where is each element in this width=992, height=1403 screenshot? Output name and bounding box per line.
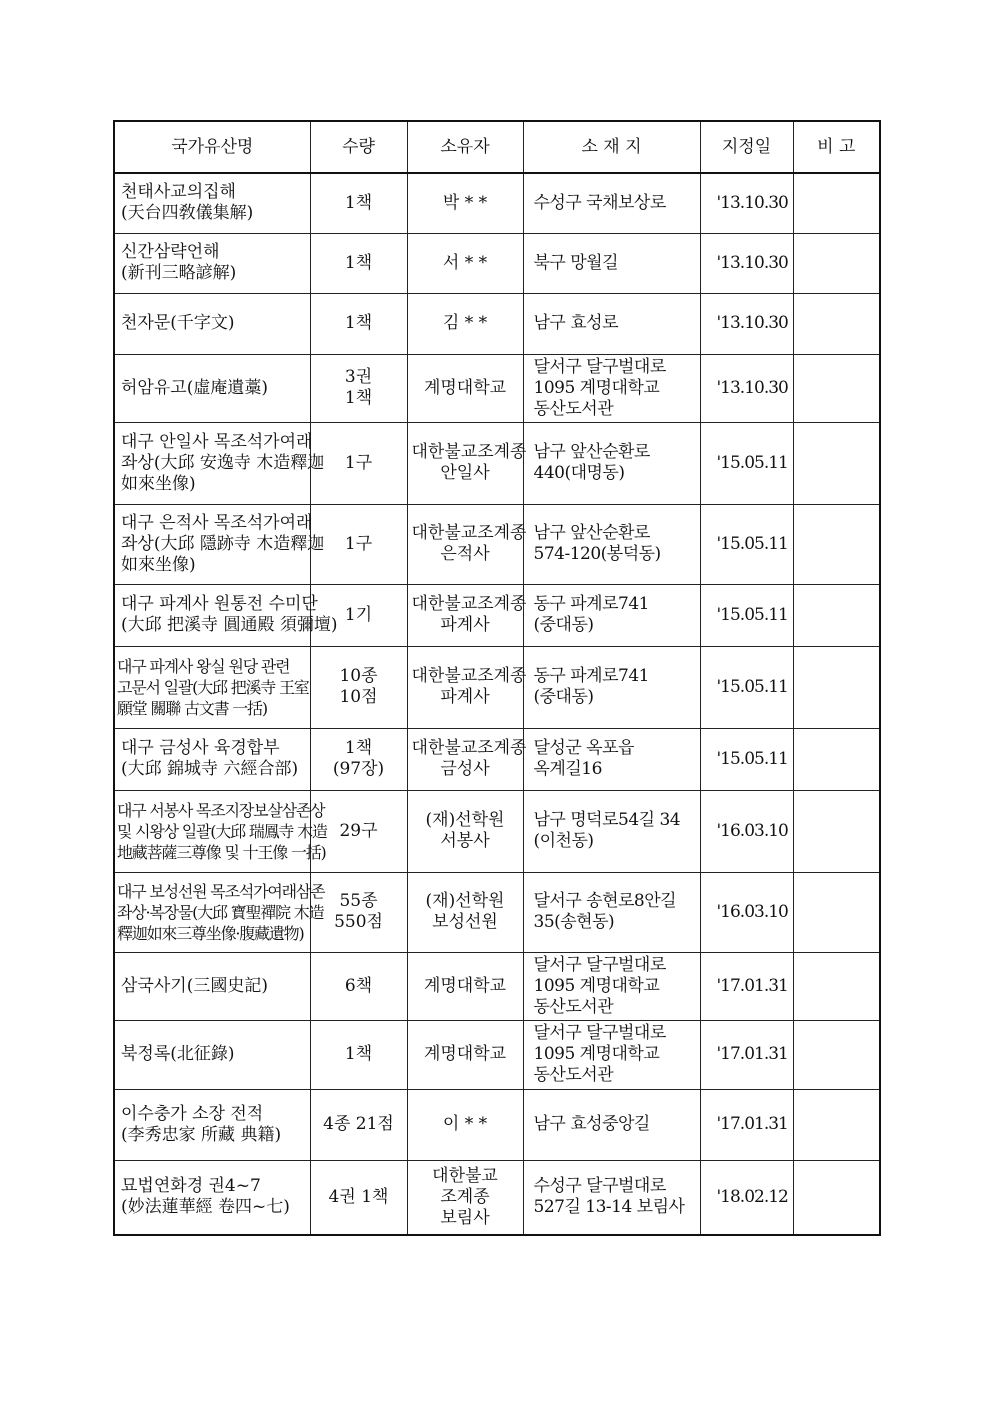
cell-quantity-line: 29구 (339, 820, 378, 841)
cell-location-line: 1095 계명대학교 (533, 1044, 660, 1064)
cell-heritage-name-line: (妙法蓮華經 卷四~七) (121, 1197, 290, 1218)
cell-heritage-name-line: 대구 금성사 육경합부 (121, 738, 280, 758)
cell-location-line: 남구 효성중앙길 (533, 1114, 650, 1134)
cell-heritage-name-line: 대구 파계사 원통전 수미단 (121, 594, 318, 614)
cell-owner (407, 1020, 523, 1089)
cell-heritage-name-line: 삼국사기(三國史記) (121, 975, 268, 996)
cell-heritage-name (114, 354, 310, 422)
cell-heritage-name-line: 釋迦如來三尊坐像·腹藏遺物) (117, 923, 304, 943)
cell-quantity-line: 1기 (344, 604, 373, 625)
cell-quantity-line: (97장) (332, 759, 385, 779)
cell-heritage-name-line: (新刊三略諺解) (121, 263, 237, 283)
cell-location-line: 달성군 옥포읍 (533, 738, 634, 758)
cell-quantity (310, 1160, 407, 1235)
cell-location-line: 남구 앞산순환로 (533, 523, 650, 543)
cell-note (793, 422, 880, 504)
cell-note (793, 233, 880, 293)
cell-quantity (310, 952, 407, 1020)
cell-heritage-name-line: (大邱 把溪寺 圓通殿 須彌壇) (121, 615, 338, 635)
cell-heritage-name (114, 1160, 310, 1235)
cell-owner (407, 354, 523, 422)
cell-quantity-line: 4권 1책 (328, 1186, 389, 1207)
cell-owner (407, 728, 527, 790)
cell-designated-date: '18.02.12 (700, 1160, 793, 1235)
table-row (114, 293, 880, 354)
cell-quantity-line: 550점 (334, 912, 383, 932)
cell-owner (407, 872, 523, 952)
cell-quantity (310, 1020, 407, 1089)
cell-location (523, 422, 700, 504)
cell-quantity-line: 55종 (339, 891, 378, 911)
cell-heritage-name-line: (大邱 錦城寺 六經合部) (121, 759, 299, 779)
cell-quantity (310, 293, 407, 354)
cell-quantity (310, 354, 407, 422)
cell-heritage-name (114, 173, 310, 233)
cell-location-line: (이천동) (533, 831, 594, 851)
cell-location (523, 790, 700, 872)
cell-quantity (310, 173, 407, 233)
cell-heritage-name-line: 좌상(大邱 安逸寺 木造釋迦 (121, 452, 325, 473)
cell-note (793, 728, 880, 790)
cell-owner (407, 1160, 523, 1235)
table-row (114, 872, 880, 952)
cell-heritage-name-line: 이수충가 소장 전적 (121, 1103, 264, 1124)
cell-designated-date: '16.03.10 (700, 872, 793, 952)
cell-location-line: 35(송현동) (533, 912, 615, 932)
cell-owner-line: 대한불교 (432, 1165, 498, 1186)
cell-owner-line: 대한불교조계종 (411, 666, 527, 686)
cell-heritage-name-line: 願堂 關聯 古文書 一括) (117, 698, 267, 718)
cell-quantity-line: 10종 (339, 666, 378, 686)
table-row (114, 728, 880, 790)
header-name: 국가유산명 (114, 121, 310, 173)
cell-heritage-name (114, 872, 325, 952)
cell-designated-date: '13.10.30 (700, 233, 793, 293)
cell-owner-line: 안일사 (440, 463, 490, 483)
cell-location (523, 354, 700, 422)
cell-heritage-name (114, 233, 310, 293)
cell-location-line: 동산도서관 (533, 996, 614, 1017)
cell-note (793, 173, 880, 233)
cell-designated-date: '15.05.11 (700, 728, 793, 790)
cell-owner-line: 계명대학교 (423, 975, 507, 996)
cell-note (793, 584, 880, 646)
cell-owner-line: 대한불교조계종 (411, 442, 527, 462)
cell-designated-date: '13.10.30 (700, 293, 793, 354)
cell-location-line: 옥계길16 (533, 759, 602, 779)
cell-quantity (310, 872, 407, 952)
heritage-table (113, 120, 881, 1236)
cell-heritage-name-line: 천자문(千字文) (121, 313, 235, 333)
table-row (114, 1160, 880, 1235)
cell-location-line: 수성구 달구벌대로 (533, 1176, 666, 1197)
cell-heritage-name-line: 좌상·복장물(大邱 寶聖禪院 木造 (117, 902, 324, 922)
cell-location-line: (중대동) (533, 615, 594, 635)
cell-location (523, 233, 700, 293)
cell-location-line: 동산도서관 (533, 398, 614, 419)
cell-location (523, 728, 700, 790)
table-row (114, 952, 880, 1020)
cell-heritage-name-line: 신간삼략언해 (121, 242, 220, 262)
cell-quantity-line: 1책 (344, 313, 373, 333)
cell-designated-date: '15.05.11 (700, 584, 793, 646)
cell-owner (407, 233, 523, 293)
cell-quantity (310, 233, 407, 293)
cell-heritage-name-line: 묘법연화경 권4~7 (121, 1176, 261, 1197)
cell-location (523, 872, 700, 952)
cell-location (523, 646, 700, 728)
table-row (114, 790, 880, 872)
cell-heritage-name-line: 북정록(北征錄) (121, 1044, 235, 1064)
cell-note (793, 1089, 880, 1160)
cell-quantity-line: 1구 (344, 452, 373, 473)
header-row (114, 121, 880, 173)
header-location: 소 재 지 (523, 121, 700, 173)
cell-location-line: (중대동) (533, 687, 594, 707)
cell-note (793, 790, 880, 872)
cell-owner-line: 보성선원 (432, 912, 498, 932)
cell-owner (407, 584, 527, 646)
cell-note (793, 504, 880, 584)
cell-designated-date: '17.01.31 (700, 952, 793, 1020)
cell-location-line: 1095 계명대학교 (533, 377, 660, 398)
cell-quantity (310, 1089, 407, 1160)
cell-designated-date: '17.01.31 (700, 1089, 793, 1160)
cell-note (793, 1160, 880, 1235)
cell-heritage-name (114, 422, 325, 504)
cell-location-line: 달서구 송현로8안길 (533, 891, 677, 911)
cell-heritage-name-line: 대구 안일사 목조석가여래 (121, 431, 313, 452)
cell-heritage-name (114, 293, 310, 354)
cell-quantity (310, 504, 407, 584)
cell-quantity-line: 1책 (344, 192, 373, 213)
cell-location (523, 293, 700, 354)
cell-quantity (310, 728, 407, 790)
cell-location (523, 1160, 700, 1235)
table-row (114, 646, 880, 728)
cell-owner-line: 이 * * (442, 1114, 488, 1134)
cell-location-line: 동구 파계로741 (533, 594, 649, 614)
cell-location (523, 1020, 700, 1089)
cell-owner (407, 504, 527, 584)
cell-owner (407, 790, 523, 872)
cell-heritage-name-line: 대구 서봉사 목조지장보살삼존상 (117, 800, 325, 820)
cell-owner-line: 은적사 (440, 544, 490, 564)
header-designated-date: 지정일 (700, 121, 793, 173)
cell-owner (407, 293, 523, 354)
cell-owner (407, 1089, 523, 1160)
cell-quantity-line: 1책 (344, 388, 373, 408)
table-row (114, 173, 880, 233)
cell-note (793, 952, 880, 1020)
cell-owner-line: 대한불교조계종 (411, 523, 527, 543)
cell-location (523, 952, 700, 1020)
table-row (114, 1020, 880, 1089)
cell-owner (407, 422, 527, 504)
cell-owner-line: 금성사 (440, 759, 490, 779)
cell-heritage-name-line: 如來坐像) (121, 473, 196, 494)
header-quantity: 수량 (310, 121, 407, 173)
cell-location (523, 504, 700, 584)
cell-owner-line: 보림사 (440, 1207, 490, 1228)
cell-location-line: 남구 효성로 (533, 313, 619, 333)
table-row (114, 422, 880, 504)
cell-designated-date: '15.05.11 (700, 422, 793, 504)
cell-owner (407, 173, 523, 233)
cell-owner (407, 646, 527, 728)
cell-quantity (310, 646, 407, 728)
table-row (114, 1089, 880, 1160)
header-note: 비 고 (793, 121, 880, 173)
cell-note (793, 354, 880, 422)
cell-heritage-name-line: 및 시왕상 일괄(大邱 瑞鳳寺 木造 (117, 821, 327, 841)
cell-designated-date: '15.05.11 (700, 504, 793, 584)
table-row (114, 584, 880, 646)
cell-quantity-line: 4종 21점 (323, 1114, 394, 1134)
cell-designated-date: '15.05.11 (700, 646, 793, 728)
cell-designated-date: '13.10.30 (700, 173, 793, 233)
cell-location-line: 달서구 달구벌대로 (533, 356, 666, 377)
cell-location-line: 동산도서관 (533, 1065, 614, 1085)
cell-heritage-name-line: (天台四敎儀集解) (121, 203, 254, 224)
cell-heritage-name (114, 504, 325, 584)
cell-heritage-name-line: 대구 보성선원 목조석가여래삼존 (117, 881, 325, 901)
cell-note (793, 293, 880, 354)
cell-quantity-line: 10점 (339, 687, 378, 707)
cell-location-line: 574-120(봉덕동) (533, 544, 661, 564)
cell-heritage-name (114, 1020, 310, 1089)
cell-quantity-line: 1책 (344, 1044, 373, 1064)
cell-location (523, 584, 700, 646)
cell-location-line: 440(대명동) (533, 463, 625, 483)
cell-owner-line: 파계사 (440, 687, 490, 707)
cell-heritage-name-line: 천태사교의집해 (121, 182, 236, 203)
cell-owner-line: 서 * * (442, 252, 488, 273)
cell-location (523, 1089, 700, 1160)
cell-location-line: 남구 명덕로54길 34 (533, 810, 681, 830)
cell-location-line: 달서구 달구벌대로 (533, 1023, 666, 1043)
cell-owner-line: 대한불교조계종 (411, 594, 527, 614)
cell-heritage-name-line: 如來坐像) (121, 554, 196, 575)
cell-note (793, 1020, 880, 1089)
cell-quantity-line: 6책 (344, 975, 373, 996)
cell-quantity-line: 3권 (344, 367, 373, 387)
cell-location-line: 동구 파계로741 (533, 666, 649, 686)
cell-heritage-name-line: (李秀忠家 所藏 典籍) (121, 1124, 282, 1145)
table-row (114, 233, 880, 293)
cell-quantity (310, 422, 407, 504)
cell-designated-date: '16.03.10 (700, 790, 793, 872)
cell-heritage-name-line: 대구 파계사 왕실 원당 관련 (117, 656, 290, 676)
cell-owner-line: 서봉사 (440, 831, 490, 851)
cell-location-line: 수성구 국채보상로 (533, 192, 666, 213)
cell-designated-date: '17.01.31 (700, 1020, 793, 1089)
cell-location-line: 달서구 달구벌대로 (533, 954, 666, 975)
cell-heritage-name-line: 地藏菩薩三尊像 및 十王像 一括) (117, 842, 326, 862)
cell-heritage-name (114, 1089, 310, 1160)
cell-owner-line: 계명대학교 (423, 1044, 507, 1064)
table-row (114, 354, 880, 422)
cell-owner-line: 조계종 (440, 1186, 490, 1207)
cell-heritage-name (114, 952, 310, 1020)
cell-location-line: 527길 13-14 보림사 (533, 1197, 685, 1218)
cell-heritage-name (114, 584, 338, 646)
cell-heritage-name (114, 728, 310, 790)
cell-quantity-line: 1구 (344, 533, 373, 554)
cell-location (523, 173, 700, 233)
cell-owner-line: 파계사 (440, 615, 490, 635)
cell-heritage-name (114, 790, 327, 872)
cell-owner (407, 952, 523, 1020)
cell-owner-line: (재)선학원 (425, 810, 505, 830)
cell-quantity-line: 1책 (344, 738, 373, 758)
cell-heritage-name-line: 대구 은적사 목조석가여래 (121, 512, 313, 533)
cell-note (793, 646, 880, 728)
cell-note (793, 872, 880, 952)
table-row (114, 504, 880, 584)
cell-heritage-name-line: 고문서 일괄(大邱 把溪寺 王室 (117, 677, 309, 697)
cell-owner-line: 계명대학교 (423, 377, 507, 398)
header-owner: 소유자 (407, 121, 523, 173)
cell-heritage-name-line: 좌상(大邱 隱跡寺 木造釋迦 (121, 533, 325, 554)
cell-owner-line: (재)선학원 (425, 891, 505, 911)
cell-quantity-line: 1책 (344, 252, 373, 273)
cell-designated-date: '13.10.30 (700, 354, 793, 422)
cell-location-line: 1095 계명대학교 (533, 975, 660, 996)
cell-location-line: 북구 망월길 (533, 252, 619, 273)
cell-location-line: 남구 앞산순환로 (533, 442, 650, 462)
cell-owner-line: 김 * * (442, 313, 488, 333)
cell-owner-line: 박 * * (442, 192, 488, 213)
cell-heritage-name (114, 646, 310, 728)
cell-owner-line: 대한불교조계종 (411, 738, 527, 758)
cell-heritage-name-line: 허암유고(虛庵遺藁) (121, 377, 268, 398)
